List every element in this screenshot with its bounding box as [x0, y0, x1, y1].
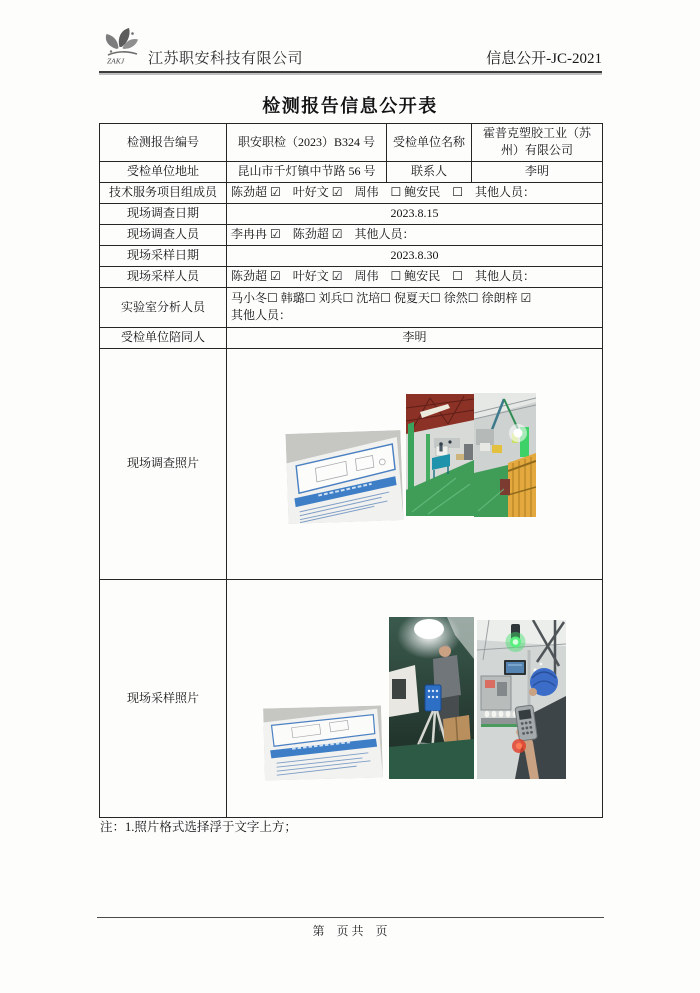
sampling-photos-label: 现场采样照片 — [100, 579, 227, 817]
company-logo-icon — [101, 26, 143, 66]
sampling-photos-area — [231, 581, 598, 816]
sampling-photo-tripod — [389, 617, 474, 779]
logo-text: ZAKJ — [107, 56, 125, 66]
lab-staff-line1: 马小冬☐ 韩璐☐ 刘兵☐ 沈培☐ 倪夏天☐ 徐然☐ 徐朗梓 ☑ — [231, 290, 532, 305]
contact-value: 李明 — [472, 161, 603, 182]
survey-staff-label: 现场调查人员 — [100, 224, 227, 245]
sampling-staff-checkbox-row: 陈劲超 ☑ 叶好文 ☑ 周伟 ☐ 鲍安民 ☐ 其他人员： — [227, 266, 603, 287]
escort-value: 李明 — [227, 327, 603, 348]
header-rule — [99, 71, 602, 73]
survey-date-value: 2023.8.15 — [227, 203, 603, 224]
note-text: 注：1.照片格式选择浮于文字上方； — [100, 820, 297, 834]
survey-photo-workshop-1 — [406, 394, 474, 516]
escort-label: 受检单位陪同人 — [100, 327, 227, 348]
lab-staff-line2: 其他人员： — [231, 308, 292, 323]
company-name: 江苏职安科技有限公司 — [148, 51, 304, 67]
sampling-date-value: 2023.8.30 — [227, 245, 603, 266]
unit-addr-value: 昆山市千灯镇中节路 56 号 — [227, 161, 387, 182]
lab-staff-label: 实验室分析人员 — [100, 287, 227, 327]
lab-staff-checkbox-row — [227, 287, 603, 327]
footer-rule — [97, 917, 604, 918]
doc-code: 信息公开-JC-2021 — [486, 51, 602, 67]
report-no-label: 检测报告编号 — [100, 124, 227, 162]
sampling-date-label: 现场采样日期 — [100, 245, 227, 266]
sampling-staff-label: 现场采样人员 — [100, 266, 227, 287]
survey-staff-checkbox-row: 李冉冉 ☑ 陈劲超 ☑ 其他人员： — [227, 224, 603, 245]
contact-label: 联系人 — [387, 161, 472, 182]
sampling-photos-cell — [227, 579, 603, 817]
footer-page-number: 第 页 共 页 — [312, 924, 388, 938]
sampling-photo-document — [263, 705, 383, 780]
team-label: 技术服务项目组成员 — [100, 182, 227, 203]
survey-date-label: 现场调查日期 — [100, 203, 227, 224]
survey-photo-document — [285, 430, 403, 524]
survey-photo-workshop-2 — [474, 393, 536, 517]
unit-name-label: 受检单位名称 — [387, 124, 472, 162]
team-checkbox-row: 陈劲超 ☑ 叶好文 ☑ 周伟 ☐ 鲍安民 ☐ 其他人员： — [227, 182, 603, 203]
unit-addr-label: 受检单位地址 — [100, 161, 227, 182]
unit-name-value: 霍普克塑胶工业（苏州）有限公司 — [472, 124, 603, 162]
page-header — [99, 26, 602, 72]
disclosure-table — [99, 123, 603, 818]
report-no-value: 职安职检（2023）B324 号 — [227, 124, 387, 162]
survey-photos-cell — [227, 348, 603, 579]
sampling-photo-handheld-meter — [477, 620, 566, 779]
survey-photos-area — [231, 350, 598, 578]
page-title: 检测报告信息公开表 — [262, 96, 438, 116]
survey-photos-label: 现场调查照片 — [100, 348, 227, 579]
